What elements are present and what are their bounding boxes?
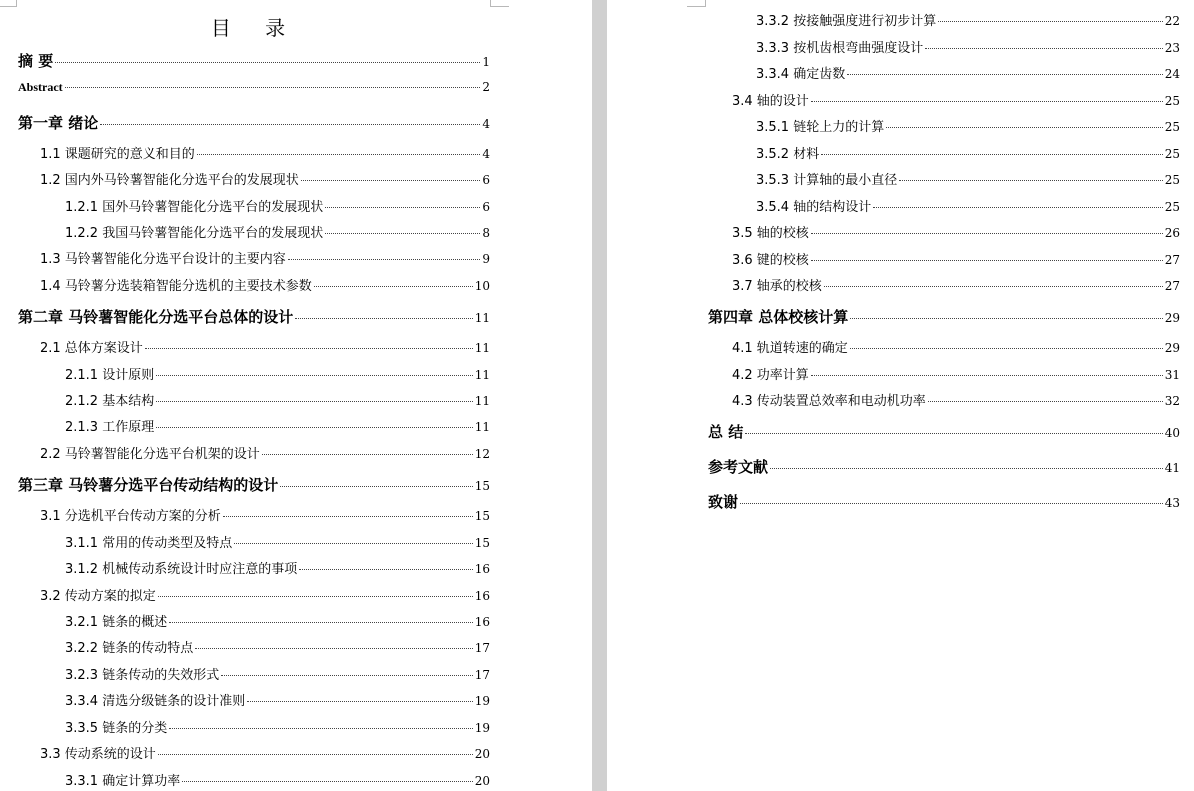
toc-entry-page: 25 xyxy=(1164,94,1180,108)
toc-entry[interactable] xyxy=(18,50,490,70)
toc-entry-page: 6 xyxy=(482,173,490,187)
toc-entry-label: 4.3 传动装置总效率和电动机功率 xyxy=(732,394,926,409)
toc-entry-page: 16 xyxy=(474,562,490,576)
toc-title: 目 录 xyxy=(210,16,300,40)
toc-entry[interactable] xyxy=(708,456,1180,476)
toc-entry[interactable] xyxy=(40,585,490,605)
toc-entry[interactable] xyxy=(65,196,490,216)
toc-entry-label: 3.6 键的校核 xyxy=(732,253,809,268)
toc-entry-page: 25 xyxy=(1164,200,1180,214)
toc-entry-page: 41 xyxy=(1164,461,1180,475)
dot-leader xyxy=(314,286,473,287)
toc-entry[interactable] xyxy=(18,80,490,100)
toc-entry-label: 3.5 轴的校核 xyxy=(732,226,809,241)
toc-entry-label: 2.2 马铃薯智能化分选平台机架的设计 xyxy=(40,447,260,462)
dot-leader xyxy=(100,124,480,125)
toc-entry-page: 43 xyxy=(1164,496,1180,510)
toc-entry[interactable] xyxy=(40,169,490,189)
dot-leader xyxy=(740,503,1163,504)
page-gutter xyxy=(592,0,607,791)
toc-entry-page: 20 xyxy=(474,774,490,788)
dot-leader xyxy=(928,401,1163,402)
dot-leader xyxy=(811,233,1163,234)
dot-leader xyxy=(299,569,473,570)
dot-leader xyxy=(325,207,480,208)
dot-leader xyxy=(262,454,473,455)
toc-entry[interactable] xyxy=(732,90,1180,110)
toc-entry-page: 11 xyxy=(474,394,490,408)
toc-entry[interactable] xyxy=(18,112,490,132)
dot-leader xyxy=(145,348,473,349)
toc-entry[interactable] xyxy=(65,664,490,684)
dot-leader xyxy=(873,207,1163,208)
dot-leader xyxy=(811,101,1163,102)
toc-entry-label: 3.3.3 按机齿根弯曲强度设计 xyxy=(756,41,924,56)
dot-leader xyxy=(234,543,473,544)
toc-entry-page: 6 xyxy=(482,200,490,214)
dot-leader xyxy=(899,180,1163,181)
toc-entry-page: 22 xyxy=(1164,14,1180,28)
toc-entry-page: 19 xyxy=(474,721,490,735)
dot-leader xyxy=(821,154,1163,155)
toc-entry-label: 2.1.2 基本结构 xyxy=(65,394,155,409)
toc-entry-label: 参考文献 xyxy=(708,458,769,476)
page-corner-mark xyxy=(0,0,17,7)
toc-entry-page: 1 xyxy=(482,55,490,69)
toc-entry[interactable] xyxy=(708,491,1180,511)
dot-leader xyxy=(811,375,1163,376)
toc-entry[interactable] xyxy=(732,337,1180,357)
dot-leader xyxy=(169,728,473,729)
toc-entry[interactable] xyxy=(40,505,490,525)
dot-leader xyxy=(824,286,1163,287)
toc-entry-label: 致谢 xyxy=(708,493,739,511)
toc-entry-page: 15 xyxy=(474,479,490,493)
dot-leader xyxy=(158,596,473,597)
toc-entry[interactable] xyxy=(40,275,490,295)
toc-entry-label: 3.3 传动系统的设计 xyxy=(40,747,156,762)
dot-leader xyxy=(223,516,473,517)
dot-leader xyxy=(301,180,481,181)
dot-leader xyxy=(156,375,473,376)
toc-entry-page: 27 xyxy=(1164,279,1180,293)
dot-leader xyxy=(156,401,473,402)
toc-entry-label: 3.7 轴承的校核 xyxy=(732,279,822,294)
toc-entry-label: 1.3 马铃薯智能化分选平台设计的主要内容 xyxy=(40,252,286,267)
toc-entry-label: 3.5.1 链轮上力的计算 xyxy=(756,120,885,135)
toc-entry-label: 2.1.1 设计原则 xyxy=(65,368,155,383)
toc-entry-label: 第三章 马铃薯分选平台传动结构的设计 xyxy=(18,476,279,494)
toc-entry-page: 25 xyxy=(1164,147,1180,161)
toc-entry-page: 24 xyxy=(1164,67,1180,81)
toc-entry-page: 11 xyxy=(474,311,490,325)
toc-entry-page: 11 xyxy=(474,368,490,382)
document-page-right xyxy=(607,0,1194,791)
toc-entry-label: 3.3.2 按接触强度进行初步计算 xyxy=(756,14,937,29)
toc-entry-page: 16 xyxy=(474,589,490,603)
toc-entry[interactable] xyxy=(756,116,1180,136)
toc-entry-page: 29 xyxy=(1164,311,1180,325)
toc-entry-label: 3.5.3 计算轴的最小直径 xyxy=(756,173,898,188)
toc-entry-label: 1.2 国内外马铃薯智能化分选平台的发展现状 xyxy=(40,173,299,188)
toc-entry-label: 3.3.5 链条的分类 xyxy=(65,721,168,736)
toc-entry[interactable] xyxy=(65,637,490,657)
toc-entry[interactable] xyxy=(65,611,490,631)
toc-entry[interactable] xyxy=(756,63,1180,83)
dot-leader xyxy=(938,21,1163,22)
toc-entry-page: 16 xyxy=(474,615,490,629)
toc-entry-label: 3.1 分选机平台传动方案的分析 xyxy=(40,509,221,524)
toc-entry-label: 4.2 功率计算 xyxy=(732,368,809,383)
document-page-left xyxy=(0,0,592,791)
toc-entry[interactable] xyxy=(65,690,490,710)
toc-entry-label: 2.1 总体方案设计 xyxy=(40,341,143,356)
toc-entry-label: 3.1.1 常用的传动类型及特点 xyxy=(65,536,233,551)
toc-entry-page: 20 xyxy=(474,747,490,761)
toc-entry[interactable] xyxy=(756,196,1180,216)
toc-entry-page: 25 xyxy=(1164,173,1180,187)
dot-leader xyxy=(811,260,1163,261)
toc-entry[interactable] xyxy=(708,306,1180,326)
page-corner-mark xyxy=(687,0,706,7)
toc-entry-page: 2 xyxy=(482,80,490,94)
toc-entry-label: 第一章 绪论 xyxy=(18,114,99,132)
dot-leader xyxy=(247,701,473,702)
toc-entry-label: 1.4 马铃薯分选装箱智能分选机的主要技术参数 xyxy=(40,279,312,294)
dot-leader xyxy=(158,754,473,755)
toc-entry[interactable] xyxy=(18,474,490,494)
toc-entry-page: 19 xyxy=(474,694,490,708)
toc-entry[interactable] xyxy=(732,222,1180,242)
toc-entry-page: 15 xyxy=(474,509,490,523)
dot-leader xyxy=(280,486,472,487)
toc-entry-page: 4 xyxy=(482,117,490,131)
toc-entry[interactable] xyxy=(40,248,490,268)
toc-entry-page: 27 xyxy=(1164,253,1180,267)
dot-leader xyxy=(55,62,480,63)
toc-entry-label: Abstract xyxy=(18,80,63,94)
toc-entry-label: 3.3.4 确定齿数 xyxy=(756,67,846,82)
toc-entry[interactable] xyxy=(756,37,1180,57)
toc-entry-label: 3.3.4 清选分级链条的设计准则 xyxy=(65,694,246,709)
toc-entry-label: 3.3.1 确定计算功率 xyxy=(65,774,181,789)
toc-entry[interactable] xyxy=(65,717,490,737)
dot-leader xyxy=(156,427,473,428)
toc-entry-page: 40 xyxy=(1164,426,1180,440)
toc-entry[interactable] xyxy=(756,10,1180,30)
toc-entry[interactable] xyxy=(65,390,490,410)
dot-leader xyxy=(169,622,473,623)
dot-leader xyxy=(197,154,481,155)
toc-entry-label: 摘 要 xyxy=(18,52,54,70)
dot-leader xyxy=(182,781,473,782)
toc-entry[interactable] xyxy=(40,743,490,763)
toc-entry[interactable] xyxy=(756,169,1180,189)
toc-entry-page: 11 xyxy=(474,341,490,355)
toc-entry[interactable] xyxy=(65,770,490,790)
toc-entry-page: 9 xyxy=(482,252,490,266)
toc-entry[interactable] xyxy=(65,364,490,384)
toc-entry-page: 10 xyxy=(474,279,490,293)
toc-entry[interactable] xyxy=(732,275,1180,295)
toc-entry[interactable] xyxy=(65,532,490,552)
toc-entry-page: 17 xyxy=(474,641,490,655)
toc-entry-label: 第二章 马铃薯智能化分选平台总体的设计 xyxy=(18,308,294,326)
toc-entry[interactable] xyxy=(756,143,1180,163)
dot-leader xyxy=(221,675,473,676)
toc-entry-label: 3.2.2 链条的传动特点 xyxy=(65,641,194,656)
toc-entry-label: 第四章 总体校核计算 xyxy=(708,308,849,326)
toc-entry-page: 8 xyxy=(482,226,490,240)
dot-leader xyxy=(745,433,1162,434)
toc-entry-page: 17 xyxy=(474,668,490,682)
toc-entry[interactable] xyxy=(40,443,490,463)
toc-entry[interactable] xyxy=(40,143,490,163)
dot-leader xyxy=(886,127,1163,128)
toc-entry[interactable] xyxy=(18,306,490,326)
toc-entry-page: 29 xyxy=(1164,341,1180,355)
toc-entry-page: 25 xyxy=(1164,120,1180,134)
toc-entry-page: 31 xyxy=(1164,368,1180,382)
dot-leader xyxy=(770,468,1163,469)
toc-entry-label: 1.1 课题研究的意义和目的 xyxy=(40,147,195,162)
toc-entry-label: 1.2.1 国外马铃薯智能化分选平台的发展现状 xyxy=(65,200,324,215)
toc-entry[interactable] xyxy=(708,421,1180,441)
toc-entry-label: 1.2.2 我国马铃薯智能化分选平台的发展现状 xyxy=(65,226,324,241)
toc-entry-label: 3.1.2 机械传动系统设计时应注意的事项 xyxy=(65,562,298,577)
dot-leader xyxy=(288,259,481,260)
toc-entry-label: 总 结 xyxy=(708,423,744,441)
dot-leader xyxy=(325,233,480,234)
dot-leader xyxy=(295,318,472,319)
dot-leader xyxy=(925,48,1163,49)
toc-entry-label: 3.5.4 轴的结构设计 xyxy=(756,200,872,215)
toc-entry-label: 3.5.2 材料 xyxy=(756,147,820,162)
toc-entry[interactable] xyxy=(732,390,1180,410)
toc-entry-page: 12 xyxy=(474,447,490,461)
dot-leader xyxy=(847,74,1163,75)
toc-entry[interactable] xyxy=(732,249,1180,269)
dot-leader xyxy=(850,318,1162,319)
toc-entry-label: 3.2.3 链条传动的失效形式 xyxy=(65,668,220,683)
dot-leader xyxy=(65,87,481,88)
toc-entry[interactable] xyxy=(65,222,490,242)
toc-entry-label: 2.1.3 工作原理 xyxy=(65,420,155,435)
dot-leader xyxy=(195,648,473,649)
toc-entry-label: 3.2 传动方案的拟定 xyxy=(40,589,156,604)
toc-entry-page: 15 xyxy=(474,536,490,550)
page-corner-mark xyxy=(490,0,509,7)
toc-entry-page: 4 xyxy=(482,147,490,161)
toc-entry[interactable] xyxy=(732,364,1180,384)
toc-entry-label: 3.2.1 链条的概述 xyxy=(65,615,168,630)
toc-entry[interactable] xyxy=(65,558,490,578)
toc-entry-label: 4.1 轨道转速的确定 xyxy=(732,341,848,356)
toc-entry-page: 23 xyxy=(1164,41,1180,55)
dot-leader xyxy=(850,348,1163,349)
toc-entry-page: 32 xyxy=(1164,394,1180,408)
toc-entry[interactable] xyxy=(65,416,490,436)
toc-entry[interactable] xyxy=(40,337,490,357)
toc-entry-page: 26 xyxy=(1164,226,1180,240)
toc-entry-page: 11 xyxy=(474,420,490,434)
toc-entry-label: 3.4 轴的设计 xyxy=(732,94,809,109)
